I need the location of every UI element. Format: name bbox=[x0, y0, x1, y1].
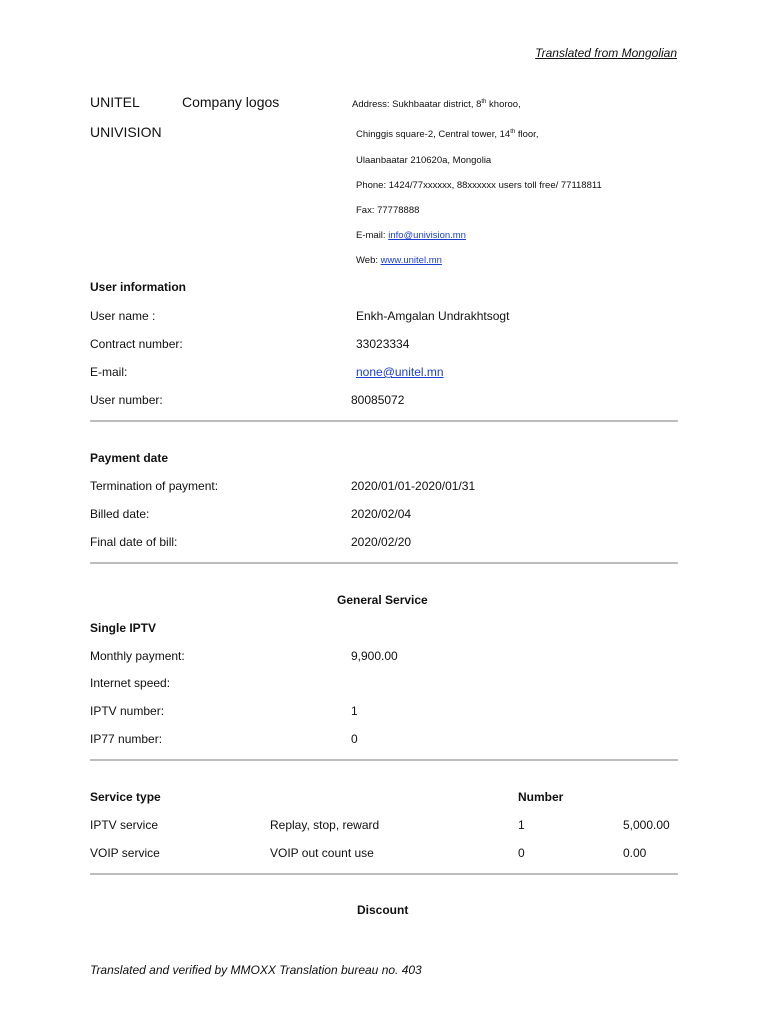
user-email-label: E-mail: bbox=[90, 365, 128, 379]
contract-number-value: 33023334 bbox=[356, 337, 410, 351]
address-line-1-sup: th bbox=[481, 98, 487, 105]
user-number-label: User number: bbox=[90, 393, 163, 407]
payment-heading: Payment date bbox=[90, 451, 169, 465]
user-name-value: Enkh-Amgalan Undrakhtsogt bbox=[356, 309, 510, 323]
voip-service-number: 0 bbox=[518, 846, 525, 860]
final-date-value: 2020/02/20 bbox=[351, 535, 412, 549]
address-line-1 bbox=[352, 99, 521, 110]
address-line-2-sup: th bbox=[510, 128, 516, 135]
monthly-payment-value: 9,900.00 bbox=[351, 649, 398, 663]
user-info-heading: User information bbox=[90, 280, 187, 294]
contract-number-label: Contract number: bbox=[90, 337, 183, 351]
user-number-value: 80085072 bbox=[351, 393, 405, 407]
address-line-2-end: floor, bbox=[515, 129, 539, 140]
iptv-service-amount: 5,000.00 bbox=[623, 818, 670, 832]
company-phone: Phone: 1424/77xxxxxx, 88xxxxxx users toll free/ 77118811 bbox=[356, 180, 602, 191]
termination-label: Termination of payment: bbox=[90, 479, 219, 493]
general-service-heading: General Service bbox=[337, 593, 428, 607]
translated-note: Translated from Mongolian bbox=[535, 46, 677, 60]
company-web bbox=[356, 255, 442, 266]
address-line-2 bbox=[356, 129, 538, 140]
company-email-label: E-mail: bbox=[356, 230, 386, 241]
iptv-service-name: IPTV service bbox=[90, 818, 159, 832]
internet-speed-label: Internet speed: bbox=[90, 676, 171, 690]
single-iptv-heading: Single IPTV bbox=[90, 621, 157, 635]
company-fax: Fax: 77778888 bbox=[356, 205, 420, 216]
company-web-label: Web: bbox=[356, 255, 379, 266]
address-line-1-end: khoroo, bbox=[486, 99, 521, 110]
number-header: Number bbox=[518, 790, 564, 804]
iptv-service-desc: Replay, stop, reward bbox=[270, 818, 380, 832]
divider-3 bbox=[90, 759, 678, 761]
address-label: Address: bbox=[352, 99, 390, 110]
company-email bbox=[356, 230, 466, 241]
ip77-number-label: IP77 number: bbox=[90, 732, 163, 746]
iptv-service-number: 1 bbox=[518, 818, 525, 832]
divider-2 bbox=[90, 562, 678, 564]
company-email-link[interactable]: info@univision.mn bbox=[388, 230, 466, 241]
voip-service-name: VOIP service bbox=[90, 846, 160, 860]
final-date-label: Final date of bill: bbox=[90, 535, 178, 549]
address-line-1-text: Sukhbaatar district, 8 bbox=[392, 99, 482, 110]
company-logo-placeholder: Company logos bbox=[182, 94, 280, 110]
billed-date-label: Billed date: bbox=[90, 507, 150, 521]
ip77-number-value: 0 bbox=[351, 732, 358, 746]
monthly-payment-label: Monthly payment: bbox=[90, 649, 185, 663]
discount-heading: Discount bbox=[357, 903, 409, 917]
user-email-link[interactable]: none@unitel.mn bbox=[356, 365, 444, 379]
voip-service-amount: 0.00 bbox=[623, 846, 647, 860]
company-name-univision: UNIVISION bbox=[90, 124, 162, 140]
address-line-2-text: Chinggis square-2, Central tower, 14 bbox=[356, 129, 511, 140]
iptv-number-value: 1 bbox=[351, 704, 358, 718]
address-line-3: Ulaanbaatar 210620a, Mongolia bbox=[356, 155, 492, 166]
company-web-link[interactable]: www.unitel.mn bbox=[380, 255, 442, 266]
iptv-number-label: IPTV number: bbox=[90, 704, 165, 718]
footer-translation-note: Translated and verified by MMOXX Translation bureau no. 403 bbox=[90, 963, 422, 977]
termination-value: 2020/01/01-2020/01/31 bbox=[351, 479, 476, 493]
company-name-unitel: UNITEL bbox=[90, 94, 140, 110]
billed-date-value: 2020/02/04 bbox=[351, 507, 412, 521]
divider-1 bbox=[90, 420, 678, 422]
service-type-header: Service type bbox=[90, 790, 161, 804]
user-name-label: User name : bbox=[90, 309, 156, 323]
divider-4 bbox=[90, 873, 678, 875]
voip-service-desc: VOIP out count use bbox=[270, 846, 374, 860]
